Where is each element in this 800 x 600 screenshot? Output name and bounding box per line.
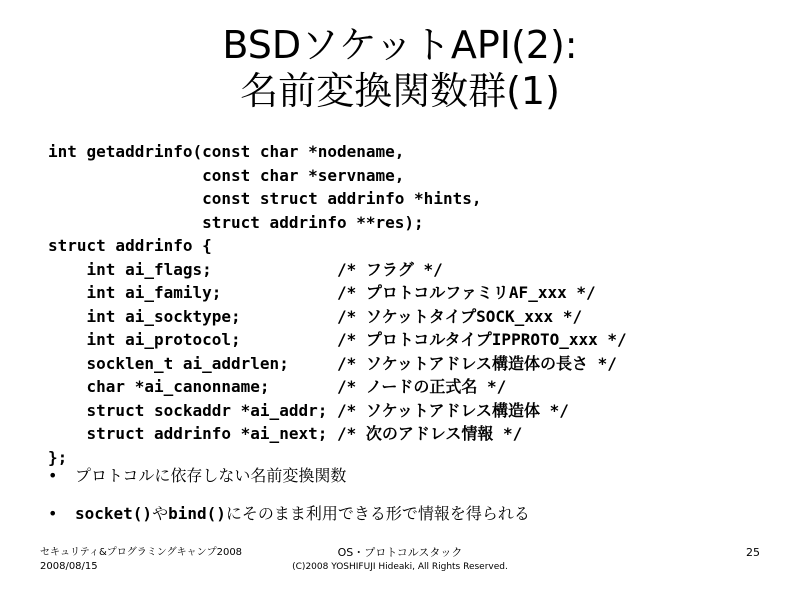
code-line: int ai_protocol; /* プロトコルタイプIPPROTO_xxx */ <box>48 330 627 349</box>
bullet-text: にそのまま利用できる形で情報を得られる <box>225 504 530 523</box>
bullet-marker: • <box>48 504 58 523</box>
slide-title-line1: BSDソケットAPI(2): <box>222 23 578 67</box>
bullet-list <box>48 465 530 541</box>
page-number: 25 <box>746 546 760 559</box>
bullet-text: プロトコルに依存しない名前変換関数 <box>75 466 347 485</box>
code-line: struct addrinfo { <box>48 236 212 255</box>
code-socket: socket() <box>75 504 153 523</box>
bullet-text: や <box>152 504 169 523</box>
event-date: 2008/08/15 <box>40 561 98 572</box>
slide-title-line2: 名前変換関数群(1) <box>240 69 560 113</box>
code-line: int ai_flags; /* フラグ */ <box>48 259 443 279</box>
code-line: char *ai_canonname; /* ノードの正式名 */ <box>48 377 507 396</box>
footer-center <box>0 546 800 574</box>
bullet-item <box>48 465 530 487</box>
copyright: (C)2008 YOSHIFUJI Hideaki, All Rights Reserved. <box>292 562 508 572</box>
code-line: }; <box>48 447 68 467</box>
bullet-item <box>48 503 530 525</box>
code-line: struct sockaddr *ai_addr; /* ソケットアドレス構造体 */ <box>48 400 569 420</box>
code-line: const struct addrinfo *hints, <box>48 189 482 208</box>
code-bind: bind() <box>168 504 226 523</box>
course-name: OS・プロトコルスタック <box>337 546 463 559</box>
event-name: セキュリティ&プログラミングキャンプ2008 <box>40 547 243 558</box>
code-line: struct addrinfo **res); <box>48 212 424 232</box>
code-line: struct addrinfo *ai_next; /* 次のアドレス情報 */ <box>48 424 523 443</box>
slide-title <box>0 22 800 114</box>
code-line: const char *servname, <box>48 165 405 185</box>
code-line: int ai_family; /* プロトコルファミリAF_xxx */ <box>48 283 596 302</box>
bullet-marker: • <box>48 466 58 485</box>
code-block <box>48 140 627 469</box>
code-line: int ai_socktype; /* ソケットタイプSOCK_xxx */ <box>48 306 583 326</box>
code-line: socklen_t ai_addrlen; /* ソケットアドレス構造体の長さ */ <box>48 353 617 373</box>
code-line: int getaddrinfo(const char *nodename, <box>48 142 405 161</box>
